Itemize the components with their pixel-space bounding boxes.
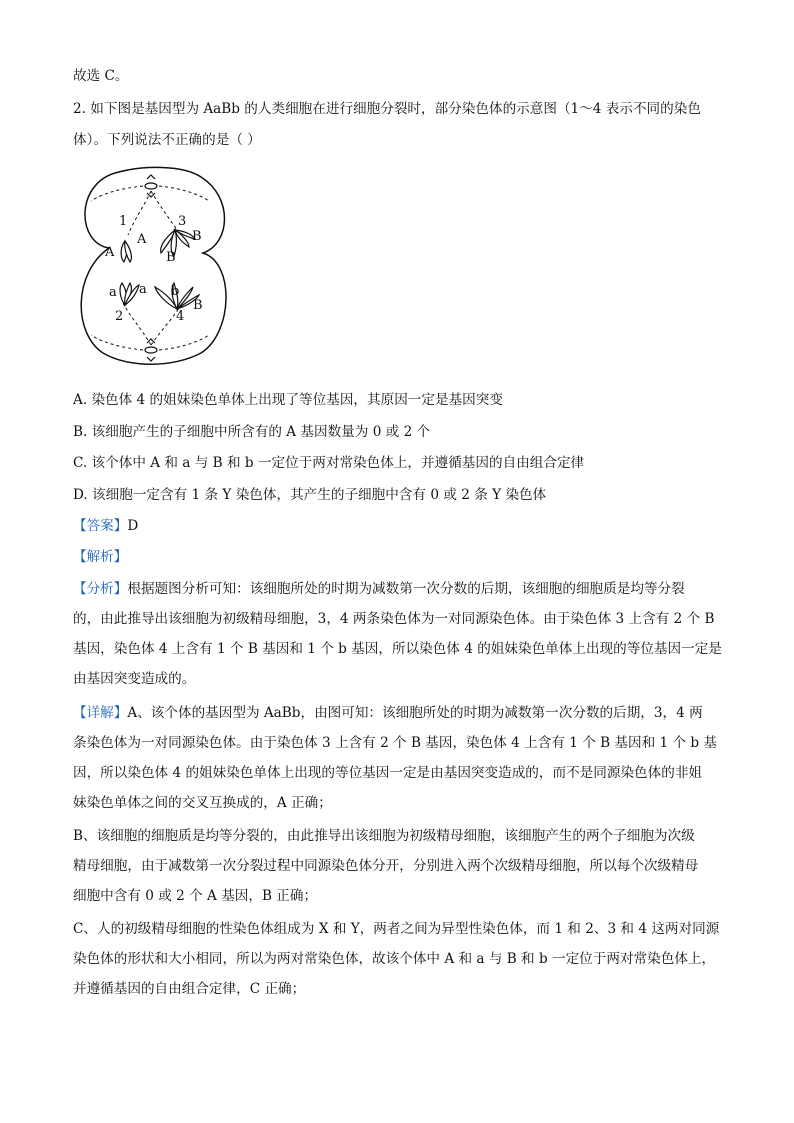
detail-line: 细胞中含有 0 或 2 个 A 基因，B 正确； (73, 888, 318, 904)
label-4: 4 (176, 309, 185, 324)
detail-tag: 【详解】 (73, 705, 128, 721)
chromosome-2 (120, 283, 139, 305)
label-b-mid: b (171, 284, 180, 299)
analysis-heading (73, 547, 127, 567)
label-a-mid: a (139, 282, 147, 297)
answer-line (73, 516, 138, 536)
centriole-top (145, 175, 157, 197)
previous-answer: 故选 C。 (73, 68, 129, 84)
question-line-2: 体）。下列说法不正确的是（ ） (73, 132, 261, 148)
label-B-lower: B (193, 298, 203, 313)
detail-line: 因，所以染色体 4 的姐妹染色单体上出现的等位基因一定是由基因突变造成的，而不是同源染色体的非姐 (73, 765, 703, 781)
question-line-1: 2. 如下图是基因型为 AaBb 的人类细胞在进行细胞分裂时，部分染色体的示意图（1～4 表示不同的染色 (73, 101, 701, 117)
chromosome-1 (121, 241, 131, 262)
detail-paragraph-A (73, 698, 723, 818)
detail-line: 条染色体为一对同源染色体。由于染色体 3 上含有 2 个 B 基因，染色体 4 上含有 1 个 B 基因和 1 个 b 基 (73, 735, 718, 751)
label-2: 2 (115, 309, 124, 324)
cell-membrane (81, 167, 226, 364)
label-B-right: B (192, 229, 202, 244)
answer-tag: 【答案】 (73, 518, 128, 534)
label-a-left: a (109, 285, 117, 300)
detail-paragraph-B (73, 821, 723, 911)
analysis-line: 基因，染色体 4 上含有 1 个 B 基因和 1 个 b 基因，所以染色体 4 的姐妹染色单体上出现的等位基因一定是 (73, 641, 722, 657)
analysis-paragraph (73, 574, 723, 694)
analysis-tag: 【解析】 (73, 549, 128, 565)
analysis-line: 由基因突变造成的。 (73, 671, 196, 687)
label-A-mid: A (137, 232, 147, 247)
detail-paragraph-C (73, 914, 723, 1004)
centriole-bottom (145, 339, 157, 361)
label-3: 3 (178, 214, 187, 229)
option-B: B. 该细胞产生的子细胞中所含有的 A 基因数量为 0 或 2 个 (73, 424, 431, 440)
analysis-line: 【分析】根据题图分析可知：该细胞所处的时期为减数第一次分数的后期，该细胞的细胞质是均等分裂 (73, 581, 685, 597)
detail-line: 并遵循基因的自由组合定律，C 正确； (73, 981, 306, 997)
label-B-under: B (166, 250, 176, 265)
detail-line: B、该细胞的细胞质是均等分裂的，由此推导出该细胞为初级精母细胞，该细胞产生的两个子细胞为次级 (73, 828, 695, 844)
detail-line: 【详解】A、该个体的基因型为 AaBb，由图可知：该细胞所处的时期为减数第一次分数的后期，3，4 两 (73, 705, 703, 721)
option-A: A. 染色体 4 的姐妹染色单体上出现了等位基因，其原因一定是基因突变 (73, 392, 503, 408)
option-D: D. 该细胞一定含有 1 条 Y 染色体，其产生的子细胞中含有 0 或 2 条 Y 染色体 (73, 487, 547, 503)
detail-line: 妹染色单体之间的交叉互换成的，A 正确； (73, 795, 332, 811)
cell-division-figure (73, 163, 228, 368)
analysis-subtag: 【分析】 (73, 581, 128, 597)
label-1: 1 (119, 214, 128, 229)
answer-value: D (127, 518, 139, 534)
option-C: C. 该个体中 A 和 a 与 B 和 b 一定位于两对常染色体上，并遵循基因的自由组合定律 (73, 455, 585, 471)
label-A-left: A (105, 245, 115, 260)
detail-line: C、人的初级精母细胞的性染色体组成为 X 和 Y，两者之间为异型性染色体，而 1 和 2、3 和 4 这两对同源 (73, 921, 720, 937)
detail-line: 精母细胞，由于减数第一次分裂过程中同源染色体分开，分别进入两个次级精母细胞，所以每个次级精母 (73, 858, 699, 874)
analysis-line: 的，由此推导出该细胞为初级精母细胞，3，4 两条染色体为一对同源染色体。由于染色体 3 上含有 2 个 B (73, 611, 715, 627)
detail-line: 染色体的形状和大小相同，所以为两对常染色体，故该个体中 A 和 a 与 B 和 b 一定位于两对常染色体上， (73, 951, 716, 967)
